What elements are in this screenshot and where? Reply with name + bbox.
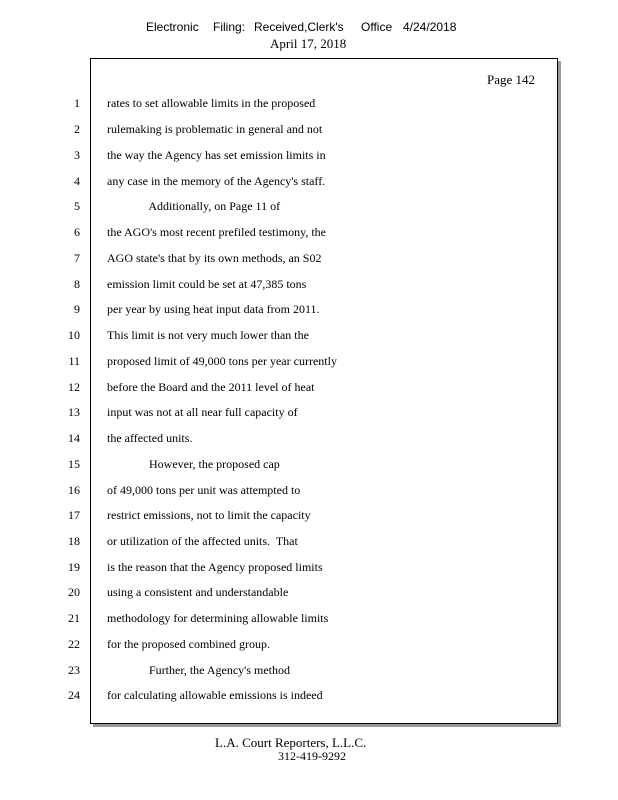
- line-number: 1: [74, 96, 80, 110]
- line-text: the affected units.: [107, 431, 193, 445]
- line-number: 24: [68, 688, 80, 702]
- line-text: the AGO's most recent prefiled testimony, the: [107, 225, 326, 239]
- line-number: 20: [68, 585, 80, 599]
- line-text: Further, the Agency's method: [107, 663, 290, 677]
- line-number: 16: [68, 483, 80, 497]
- line-text: restrict emissions, not to limit the capacity: [107, 508, 311, 522]
- line-number: 19: [68, 560, 80, 574]
- line-number: 2: [74, 122, 80, 136]
- line-number: 18: [68, 534, 80, 548]
- line-number: 6: [74, 225, 80, 239]
- stamp-received: Received,Clerk's: [254, 20, 344, 34]
- line-text: per year by using heat input data from 2011.: [107, 302, 320, 316]
- line-number: 23: [68, 663, 80, 677]
- line-text: is the reason that the Agency proposed limits: [107, 560, 323, 574]
- line-text: before the Board and the 2011 level of heat: [107, 380, 315, 394]
- line-text: the way the Agency has set emission limits in: [107, 148, 326, 162]
- line-text: This limit is not very much lower than the: [107, 328, 309, 342]
- line-number: 22: [68, 637, 80, 651]
- line-text: rulemaking is problematic in general and not: [107, 122, 323, 136]
- line-number: 5: [74, 199, 80, 213]
- line-number: 17: [68, 508, 80, 522]
- stamp-electronic: Electronic: [146, 20, 199, 34]
- stamp-filing: Filing:: [213, 20, 246, 34]
- line-number: 3: [74, 148, 80, 162]
- line-text: input was not at all near full capacity of: [107, 405, 298, 419]
- line-number: 7: [74, 251, 80, 265]
- line-text: or utilization of the affected units. That: [107, 534, 298, 548]
- hearing-date: April 17, 2018: [270, 36, 347, 51]
- line-text: Additionally, on Page 11 of: [107, 199, 281, 213]
- line-text: AGO state's that by its own methods, an S02: [107, 251, 322, 265]
- line-number: 13: [68, 405, 80, 419]
- stamp-date: 4/24/2018: [403, 20, 457, 34]
- line-text: using a consistent and understandable: [107, 585, 289, 599]
- line-number: 9: [74, 302, 80, 316]
- line-text: for calculating allowable emissions is indeed: [107, 688, 323, 702]
- reporter-company: L.A. Court Reporters, L.L.C.: [215, 735, 367, 750]
- page-number: Page 142: [487, 72, 536, 87]
- line-number: 12: [68, 380, 80, 394]
- line-text: of 49,000 tons per unit was attempted to: [107, 483, 301, 497]
- line-number: 21: [68, 611, 80, 625]
- line-text: However, the proposed cap: [107, 457, 280, 471]
- line-number: 14: [68, 431, 80, 445]
- line-text: proposed limit of 49,000 tons per year currently: [107, 354, 337, 368]
- line-number: 8: [74, 277, 80, 291]
- line-text: any case in the memory of the Agency's staff.: [107, 174, 326, 188]
- line-number: 10: [68, 328, 80, 342]
- line-number: 11: [68, 354, 80, 368]
- reporter-phone: 312-419-9292: [278, 749, 346, 763]
- line-text: rates to set allowable limits in the proposed: [107, 96, 316, 110]
- line-text: methodology for determining allowable limits: [107, 611, 329, 625]
- line-number: 15: [68, 457, 80, 471]
- stamp-office: Office: [361, 20, 393, 34]
- line-text: emission limit could be set at 47,385 tons: [107, 277, 307, 291]
- line-number: 4: [74, 174, 80, 188]
- line-text: for the proposed combined group.: [107, 637, 270, 651]
